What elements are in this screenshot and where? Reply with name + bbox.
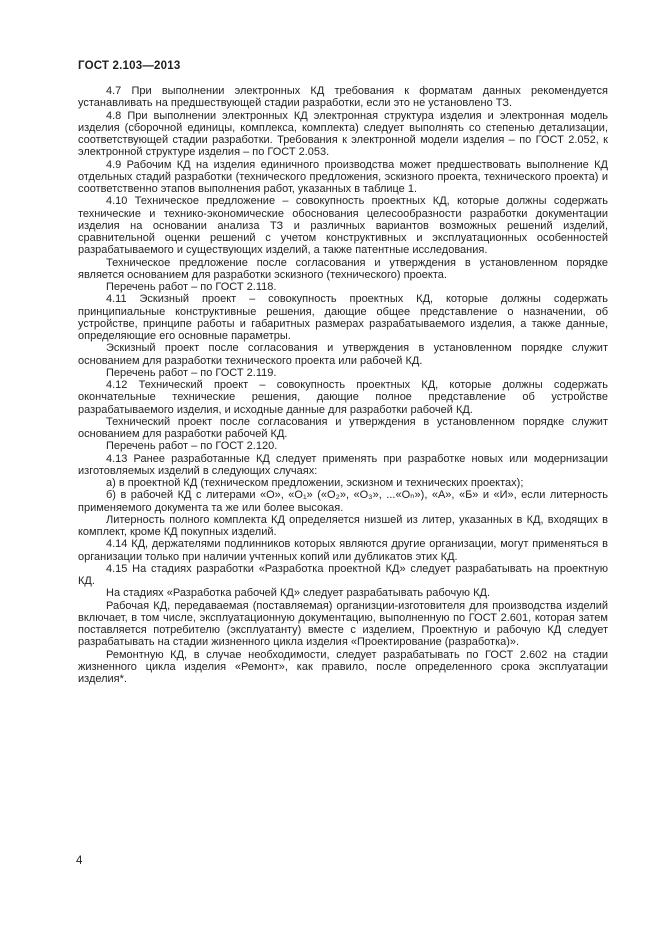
- paragraph: 4.10 Техническое предложение – совокупность проектных КД, которые должны содержать технические и технико-экономические обоснования целесообразности разработки документации изделия на основании анализа ТЗ и различных вариантов возможных решений изделий, сравнительной оценки решений с учетом конструктивных и эксплуатационных особенностей разрабатываемого и существующих изделий, а также патентные исследования.: [78, 195, 608, 257]
- paragraph: Литерность полного комплекта КД определяется низшей из литер, указанных в КД, входящих в комплект, кроме КД покупных изделий.: [78, 513, 608, 538]
- paragraph: Перечень работ – по ГОСТ 2.120.: [106, 440, 278, 453]
- paragraph: Эскизный проект после согласования и утверждения в установленном порядке служит основанием для разработки технического проекта или рабочей КД.: [78, 342, 608, 367]
- paragraph: Ремонтную КД, в случае необходимости, следует разрабатывать по ГОСТ 2.602 на стадии жизненного цикла изделия «Ремонт», как правило, после определенного срока эксплуатации изделия*.: [78, 648, 608, 685]
- paragraph: 4.15 На стадиях разработки «Разработка проектной КД» следует разрабатывать на проектную КД.: [78, 562, 608, 587]
- paragraph: 4.7 При выполнении электронных КД требования к форматам данных рекомендуется устанавливать на предшествующей стадии разработки, если это не установлено ТЗ.: [78, 85, 608, 110]
- page-number: 4: [76, 855, 83, 867]
- paragraph: а) в проектной КД (техническом предложении, эскизном и технических проектах);: [106, 477, 524, 489]
- paragraph: 4.12 Технический проект – совокупность проектных КД, которые должны содержать окончательные технические решения, дающие полное представление об устройстве разрабатываемого изделия, и исходные данные для разработки рабочей КД.: [78, 379, 608, 416]
- paragraph: 4.8 При выполнении электронных КД электронная структура изделия и электронная модель изделия (сборочной единицы, комплекса, комплекта) следует выполнять со степенью детализации, соответствующей стадии разработки. Требования к электронной модели изделия – по ГОСТ 2.052, к электронной структуре изделия – по ГОСТ 2.053.: [78, 109, 608, 159]
- paragraph: 4.14 КД, держателями подлинников которых являются другие организации, могут применяться в организации только при наличии учтенных копий или дубликатов этих КД.: [78, 538, 608, 563]
- paragraph: б) в рабочей КД с литерами «О», «О₁» («О₂», «О₃», ...«Оₙ»), «А», «Б» и «И», если литерность применяемого документа та же или более высокая.: [78, 489, 608, 514]
- paragraph: Технический проект после согласования и утверждения в установленном порядке служит основанием для разработки рабочей КД.: [78, 415, 608, 440]
- paragraph: Перечень работ – по ГОСТ 2.119.: [106, 366, 277, 379]
- document-body-text: [78, 85, 608, 685]
- paragraph: Техническое предложение после согласования и утверждения в установленном порядке является основанием для разработки эскизного (технического) проекта.: [78, 256, 608, 281]
- paragraph: Рабочая КД, передаваемая (поставляемая) организции-изготовителя для производства изделий включает, в том числе, эксплуатационную документацию, выполненную по ГОСТ 2.601, которая затем поставляется потребителю (эксплуатанту) вместе с изделием, Проектную и рабочую КД следует разрабатывать на стадии жизненного цикла изделия «Проектирование (разработка)».: [78, 599, 608, 649]
- paragraph: 4.9 Рабочим КД на изделия единичного производства может предшествовать выполнение КД отдельных стадий разработки (технического предложения, эскизного проекта, технического проекта) и соответственно этапов выполнения работ, указанных в таблице 1.: [78, 158, 608, 195]
- paragraph: 4.11 Эскизный проект – совокупность проектных КД, которые должны содержать принципиальные конструктивные решения, дающие общее представление о назначении, об устройстве, принципе работы и габаритных размерах разрабатываемого изделия, а также данные, определяющие его основные параметры.: [78, 293, 608, 342]
- paragraph: 4.13 Ранее разработанные КД следует применять при разработке новых или модернизации изготовляемых изделий в следующих случаях:: [78, 452, 608, 477]
- paragraph: На стадиях «Разработка рабочей КД» следует разрабатывать рабочую КД.: [106, 587, 491, 600]
- document-code-header: ГОСТ 2.103—2013: [78, 60, 181, 72]
- paragraph: Перечень работ – по ГОСТ 2.118.: [106, 281, 277, 293]
